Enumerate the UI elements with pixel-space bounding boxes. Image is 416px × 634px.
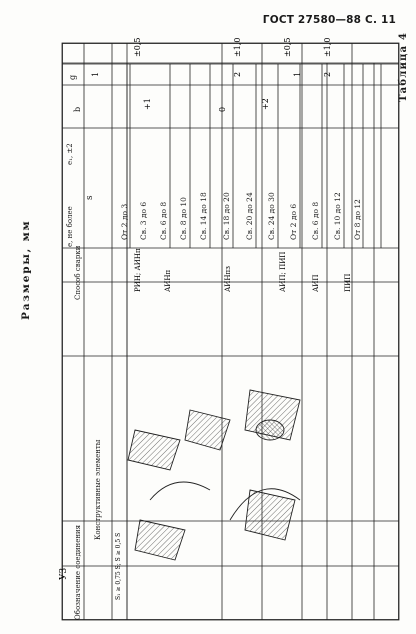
col-b: b [73,106,82,112]
s-values [120,192,362,240]
svg-text:+2: +2 [261,98,270,110]
bg-values [91,38,332,112]
col-g: g [68,74,77,80]
col-s: s [85,195,95,200]
col-e1: e₁, ±2 [66,143,74,165]
svg-text:От 2 до 3: От 2 до 3 [120,203,129,240]
svg-text:АИП: АИП [312,274,320,292]
col-method: Способ сварки [74,245,82,300]
svg-text:+1: +1 [143,98,152,110]
designation-value: У3 [59,567,69,580]
svg-text:0: 0 [218,106,227,112]
svg-text:Св. 18 до 20: Св. 18 до 20 [222,192,231,240]
col-designation: Обозначение соединения [74,524,82,620]
col-e-not-more: e, не более [66,206,74,247]
svg-text:Св. 14 до 18: Св. 14 до 18 [199,192,208,240]
document-header: ГОСТ 27580—88 С. 11 [262,14,396,26]
svg-text:Св. 8 до 10: Св. 8 до 10 [179,197,188,240]
svg-text:Св. 24 до 30: Св. 24 до 30 [267,192,276,240]
svg-text:АИП; ПИП: АИП; ПИП [279,251,287,292]
svg-text:±0,5: ±0,5 [133,37,142,57]
svg-text:От 2 до 6: От 2 до 6 [289,203,298,240]
col-elements: Конструктивные элементы [94,439,102,540]
svg-text:Св. 6 до 8: Св. 6 до 8 [311,201,320,240]
svg-text:Св. 6 до 8: Св. 6 до 8 [159,201,168,240]
svg-text:1: 1 [293,71,302,77]
table-frame [62,43,399,620]
svg-text:±0,5: ±0,5 [283,37,292,57]
svg-text:Св. 10 до 12: Св. 10 до 12 [333,192,342,240]
svg-text:2: 2 [233,71,242,77]
sketch-note: S₁ ≥ 0,75 S; S ≥ 0,5 S [115,532,122,600]
dimensions-title: Размеры, мм [20,219,32,320]
svg-text:РИН; АИНп: РИН; АИНп [134,248,142,292]
svg-text:±1,0: ±1,0 [323,37,332,57]
table-title: Таблица 4 [398,31,409,102]
svg-text:ПИП: ПИП [344,273,352,292]
svg-text:АИНпз: АИНпз [224,266,232,292]
svg-text:Св. 20 до 24: Св. 20 до 24 [245,192,254,240]
svg-text:±1,0: ±1,0 [233,37,242,57]
svg-text:От 8 до 12: От 8 до 12 [353,199,362,240]
methods [134,248,352,292]
svg-text:Св. 3 до 6: Св. 3 до 6 [139,201,148,240]
weld-sketches [128,390,300,560]
svg-text:1: 1 [91,71,100,77]
svg-text:АИНп: АИНп [164,269,172,292]
svg-text:2: 2 [323,71,332,77]
